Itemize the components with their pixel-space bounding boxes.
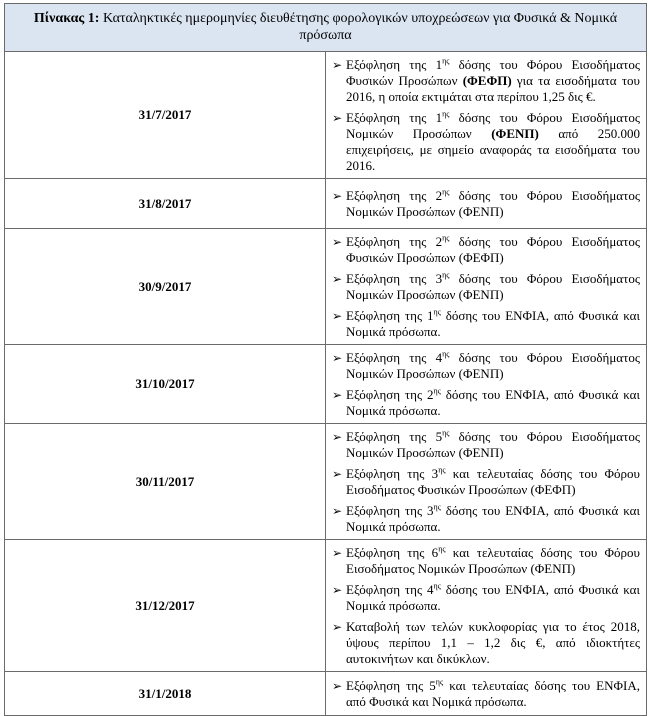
list-item [332, 350, 640, 382]
obligation-text [346, 429, 640, 461]
obligation-text [346, 110, 640, 174]
arrow-bullet-icon: ➢ [332, 309, 343, 323]
arrow-bullet-icon: ➢ [332, 430, 343, 444]
text-part: από 250.000 επιχειρήσεις, με σημείο αναφοράς τα εισοδήματα του 2016. [346, 126, 640, 173]
text-part: δόσης του Φόρου Εισοδήματος Νομικών Προσώπων (ΦΕΝΠ) [346, 350, 640, 381]
text-part: Εξόφληση της 2 [346, 188, 443, 203]
arrow-bullet-icon: ➢ [332, 583, 343, 597]
ordinal-suffix: ης [442, 428, 450, 438]
obligation-text [346, 387, 640, 419]
list-item [332, 503, 640, 535]
ordinal-suffix: ης [442, 56, 450, 66]
ordinal-suffix: ης [442, 187, 450, 197]
text-part: δόσης του Φόρου Εισοδήματος Νομικών Προσώπων [346, 110, 640, 141]
text-part: Εξόφληση της 1 [346, 57, 443, 72]
text-part: Εξόφληση της 6 [346, 545, 439, 560]
arrow-bullet-icon: ➢ [332, 388, 343, 402]
arrow-bullet-icon: ➢ [332, 272, 343, 286]
text-part: δόσης του Φόρου Εισοδήματος Νομικών Προσώπων (ΦΕΝΠ) [346, 429, 640, 460]
obligations-cell [326, 540, 647, 672]
table-row [5, 229, 647, 345]
obligation-text [346, 308, 640, 340]
ordinal-suffix: ης [433, 307, 441, 317]
obligation-text [346, 271, 640, 303]
obligations-cell [326, 229, 647, 345]
text-part: Εξόφληση της 3 [346, 466, 439, 481]
text-part: δόσης του ΕΝΦΙΑ, από Φυσικά και Νομικά πρόσωπα. [346, 308, 640, 339]
ordinal-suffix: ης [435, 677, 444, 687]
list-item [332, 582, 640, 614]
obligation-text [346, 503, 640, 535]
text-part: Εξόφληση της 5 [346, 429, 443, 444]
arrow-bullet-icon: ➢ [332, 679, 343, 693]
table-row [5, 52, 647, 179]
obligation-text [346, 582, 640, 614]
deadline-date: 31/8/2017 [5, 179, 326, 229]
arrow-bullet-icon: ➢ [332, 467, 343, 481]
obligation-text [346, 545, 640, 577]
text-part: Εξόφληση της 2 [346, 234, 443, 249]
text-part: Καταβολή των τελών κυκλοφορίας για το έτος 2018, ύψους περίπου 1,1 – 1,2 δις €, από ιδιοκτήτες αυτοκινήτων και δικύκλων. [346, 619, 640, 666]
arrow-bullet-icon: ➢ [332, 58, 343, 72]
deadline-date: 31/1/2018 [5, 672, 326, 716]
arrow-bullet-icon: ➢ [332, 189, 343, 203]
table-row [5, 540, 647, 672]
list-item [332, 429, 640, 461]
list-item [332, 619, 640, 667]
list-item [332, 308, 640, 340]
deadline-date: 30/9/2017 [5, 229, 326, 345]
list-item [332, 271, 640, 303]
text-part: δόσης του Φόρου Εισοδήματος Νομικών Προσώπων (ΦΕΝΠ) [346, 188, 640, 219]
text-part: και τελευταίας δόσης του Φόρου Εισοδήματος Νομικών Προσώπων (ΦΕΝΠ) [346, 545, 640, 576]
table-title-label: Πίνακας 1: [33, 11, 100, 26]
ordinal-suffix: ης [433, 502, 441, 512]
table-row [5, 424, 647, 540]
table-title [5, 4, 647, 52]
tax-deadlines-table [4, 3, 647, 716]
text-part: Εξόφληση της 3 [346, 503, 434, 518]
list-item [332, 188, 640, 220]
obligations-cell [326, 424, 647, 540]
deadline-date: 31/7/2017 [5, 52, 326, 179]
list-item [332, 234, 640, 266]
table-row [5, 345, 647, 424]
obligation-text [346, 188, 640, 220]
arrow-bullet-icon: ➢ [332, 111, 343, 125]
arrow-bullet-icon: ➢ [332, 351, 343, 365]
list-item [332, 466, 640, 498]
text-part: δόσης του ΕΝΦΙΑ, από Φυσικά και Νομικά πρόσωπα. [346, 582, 640, 613]
text-part: Εξόφληση της 4 [346, 350, 443, 365]
text-part: Εξόφληση της 5 [346, 678, 436, 693]
arrow-bullet-icon: ➢ [332, 546, 343, 560]
text-part: Εξόφληση της 1 [346, 110, 443, 125]
list-item [332, 678, 640, 710]
obligation-text [346, 619, 640, 667]
obligation-text [346, 678, 640, 710]
list-item [332, 387, 640, 419]
text-part: Εξόφληση της 3 [346, 271, 443, 286]
obligations-cell [326, 52, 647, 179]
text-part: δόσης του Φόρου Εισοδήματος Φυσικών Προσώπων (ΦΕΦΠ) [346, 234, 640, 265]
deadline-date: 31/12/2017 [5, 540, 326, 672]
obligations-cell [326, 672, 647, 716]
text-part: και τελευταίας δόσης του Φόρου Εισοδήματος Φυσικών Προσώπων (ΦΕΦΠ) [346, 466, 640, 497]
ordinal-suffix: ης [433, 386, 441, 396]
text-part: δόσης του ΕΝΦΙΑ, από Φυσικά και Νομικά πρόσωπα. [346, 503, 640, 534]
ordinal-suffix: ης [442, 109, 450, 119]
ordinal-suffix: ης [438, 544, 446, 554]
obligation-text [346, 57, 640, 105]
table-row [5, 672, 647, 716]
obligation-text [346, 350, 640, 382]
table-header-row [5, 4, 647, 52]
ordinal-suffix: ης [442, 270, 450, 280]
obligations-cell [326, 345, 647, 424]
text-part: Εξόφληση της 2 [346, 387, 434, 402]
deadline-date: 30/11/2017 [5, 424, 326, 540]
list-item [332, 545, 640, 577]
list-item [332, 110, 640, 174]
text-part: δόσης του Φόρου Εισοδήματος Φυσικών Προσώπων [346, 57, 640, 88]
obligation-text [346, 466, 640, 498]
ordinal-suffix: ης [433, 581, 441, 591]
ordinal-suffix: ης [442, 349, 450, 359]
ordinal-suffix: ης [442, 233, 450, 243]
text-part: δόσης του ΕΝΦΙΑ, από Φυσικά και Νομικά πρόσωπα. [346, 387, 640, 418]
text-part: για τα εισοδήματα του 2016, η οποία εκτιμάται στα περίπου 1,25 δις €. [346, 73, 640, 104]
ordinal-suffix: ης [438, 465, 446, 475]
arrow-bullet-icon: ➢ [332, 504, 343, 518]
table-row [5, 179, 647, 229]
text-part: Εξόφληση της 1 [346, 308, 434, 323]
obligation-text [346, 234, 640, 266]
obligations-cell [326, 179, 647, 229]
arrow-bullet-icon: ➢ [332, 235, 343, 249]
deadline-date: 31/10/2017 [5, 345, 326, 424]
text-part: και τελευταίας δόσης του ΕΝΦΙΑ, από Φυσικά και Νομικά πρόσωπα. [346, 678, 640, 709]
text-part: Εξόφληση της 4 [346, 582, 434, 597]
table-title-text: Καταληκτικές ημερομηνίες διευθέτησης φορολογικών υποχρεώσεων για Φυσικά & Νομικά πρόσωπα [99, 11, 618, 43]
tax-abbreviation: (ΦΕΝΠ) [491, 126, 539, 141]
arrow-bullet-icon: ➢ [332, 620, 343, 634]
text-part: δόσης του Φόρου Εισοδήματος Νομικών Προσώπων (ΦΕΝΠ) [346, 271, 640, 302]
tax-abbreviation: (ΦΕΦΠ) [462, 73, 512, 88]
list-item [332, 57, 640, 105]
